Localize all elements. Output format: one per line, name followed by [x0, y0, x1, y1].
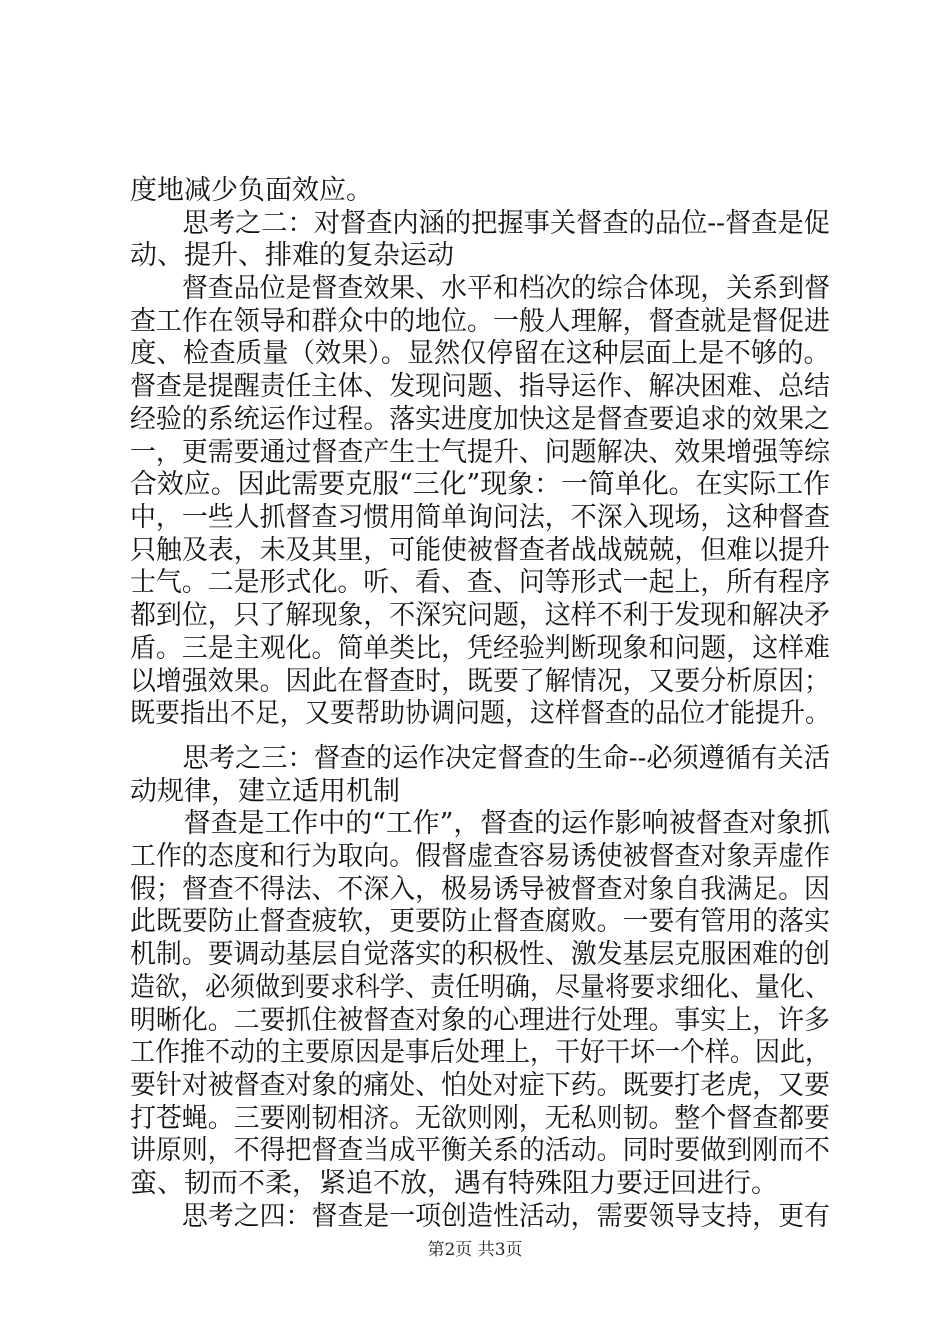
text-line: 督查是工作中的“工作”，督查的运作影响被督查对象抓 [130, 808, 831, 839]
text-line: 度、检查质量（效果）。显然仅停留在这种层面上是不够的。 [130, 338, 830, 369]
page-footer [0, 1238, 950, 1262]
text-line: 工作推不动的主要原因是事后处理上，干好干坏一个样。因此， [130, 1037, 830, 1068]
text-line: 督查是提醒责任主体、发现问题、指导运作、解决困难、总结 [130, 371, 830, 402]
text-line: 工作的态度和行为取向。假督虚查容易诱使被督查对象弄虚作 [130, 841, 830, 872]
text-line: 士气。二是形式化。听、看、查、问等形式一起上，所有程序 [130, 567, 830, 598]
text-line: 督查品位是督查效果、水平和档次的综合体现，关系到督 [130, 273, 830, 304]
text-line: 合效应。因此需要克服“三化”现象：一简单化。在实际工作 [130, 469, 831, 500]
text-line: 动规律，建立适用机制 [130, 776, 400, 807]
text-line: 经验的系统运作过程。落实进度加快这是督查要追求的效果之 [130, 404, 830, 435]
text-line: 机制。要调动基层自觉落实的积极性、激发基层克服困难的创 [130, 939, 830, 970]
text-line: 思考之三：督查的运作决定督查的生命--必须遵循有关活 [130, 743, 831, 774]
text-line: 度地减少负面效应。 [130, 175, 373, 206]
text-line: 讲原则，不得把督查当成平衡关系的活动。同时要做到刚而不 [130, 1135, 830, 1166]
text-line: 既要指出不足，又要帮助协调问题，这样督查的品位才能提升。 [130, 698, 830, 729]
text-line: 假；督查不得法、不深入，极易诱导被督查对象自我满足。因 [130, 874, 830, 905]
page-number-label: 第2页 共3页 [427, 1240, 523, 1260]
text-line: 要针对被督查对象的痛处、怕处对症下药。既要打老虎，又要 [130, 1070, 830, 1101]
text-line: 思考之二：对督查内涵的把握事关督查的品位--督查是促 [130, 208, 831, 239]
text-line: 思考之四：督查是一项创造性活动，需要领导支持，更有 [130, 1201, 830, 1232]
text-line: 以增强效果。因此在督查时，既要了解情况，又要分析原因； [130, 666, 830, 697]
text-line: 中，一些人抓督查习惯用简单询问法，不深入现场，这种督查 [130, 502, 830, 533]
text-line: 明晰化。二要抓住被督查对象的心理进行处理。事实上，许多 [130, 1005, 830, 1036]
text-line: 造欲，必须做到要求科学、责任明确，尽量将要求细化、量化、 [130, 972, 830, 1003]
text-line: 打苍蝇。三要刚韧相济。无欲则刚，无私则韧。整个督查都要 [130, 1103, 830, 1134]
text-line: 一，更需要通过督查产生士气提升、问题解决、效果增强等综 [130, 437, 830, 468]
text-line: 只触及表，未及其里，可能使被督查者战战兢兢，但难以提升 [130, 535, 830, 566]
text-line: 此既要防止督查疲软，更要防止督查腐败。一要有管用的落实 [130, 906, 830, 937]
text-line: 盾。三是主观化。简单类比，凭经验判断现象和问题，这样难 [130, 633, 830, 664]
text-line: 蛮、韧而不柔，紧追不放，遇有特殊阻力要迂回进行。 [130, 1168, 778, 1199]
text-line: 查工作在领导和群众中的地位。一般人理解，督查就是督促进 [130, 306, 830, 337]
text-line: 动、提升、排难的复杂运动 [130, 240, 454, 271]
text-line: 都到位，只了解现象，不深究问题，这样不利于发现和解决矛 [130, 600, 830, 631]
